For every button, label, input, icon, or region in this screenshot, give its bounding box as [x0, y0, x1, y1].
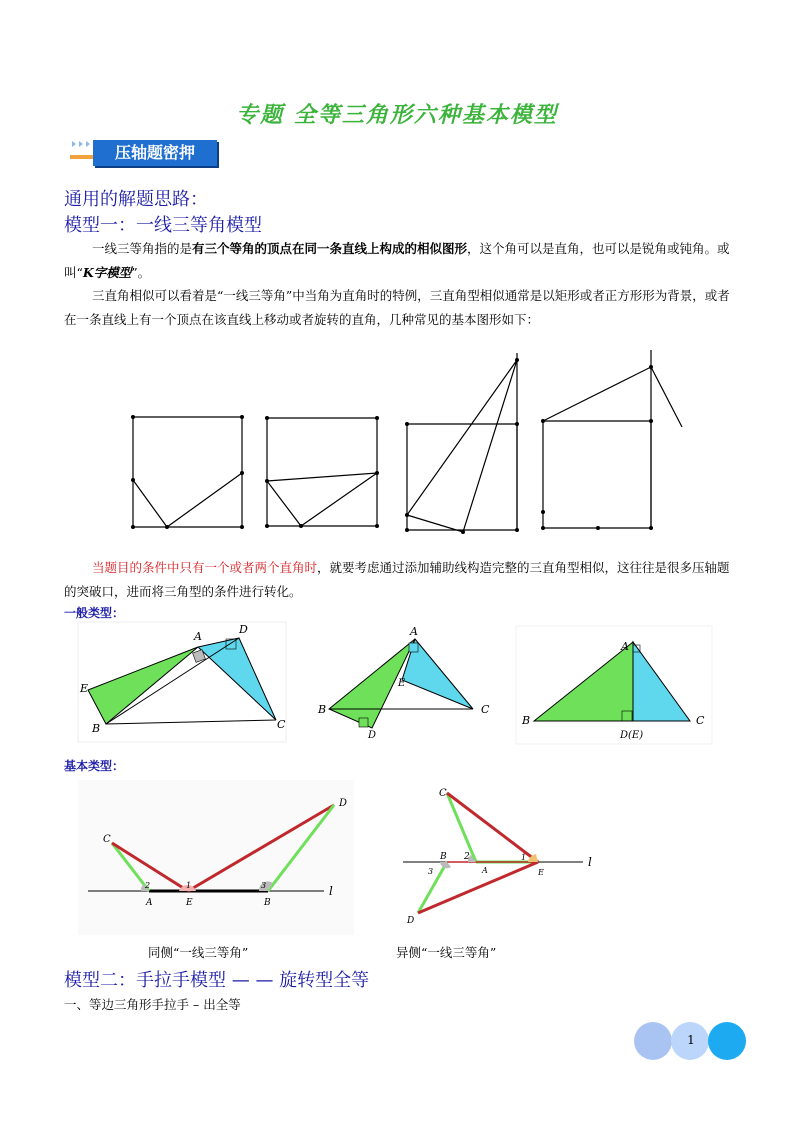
label-point-e: E	[538, 868, 544, 877]
text-bold: 有三个等角的顶点在同一条直线上构成的相似图形	[192, 241, 468, 256]
label-angle-3: 3	[261, 881, 267, 890]
caption-opposite-side: 异侧“一线三等角”	[396, 945, 497, 960]
subheading-equilateral: 一、等边三角形手拉手 – 出全等	[64, 997, 241, 1012]
label-point-c: C	[481, 703, 490, 716]
label-point-c: C	[696, 714, 705, 727]
label-point-e: E	[186, 898, 193, 908]
label-angle-1: 1	[186, 881, 192, 890]
heading-model-1: 模型一：一线三等角模型	[64, 215, 262, 236]
label-general-type: 一般类型：	[64, 606, 125, 620]
caption-same-side: 同侧“一线三等角”	[148, 945, 249, 960]
label-point-d: D	[407, 916, 415, 926]
label-line-l: l	[588, 855, 592, 869]
label-point-e: E	[398, 678, 406, 689]
heading-model-2: 模型二：手拉手模型 — — 旋转型全等	[64, 970, 370, 991]
label-point-a: A	[194, 630, 202, 643]
label-point-b: B	[318, 703, 327, 716]
label-point-b: B	[440, 852, 447, 862]
label-point-b: B	[264, 898, 271, 908]
label-point-d: D	[368, 730, 377, 741]
label-angle-2: 2	[145, 881, 151, 890]
label-point-c: C	[439, 788, 447, 799]
label-point-a: A	[621, 640, 629, 653]
text-bold: K字模型	[82, 265, 132, 280]
label-point-a: A	[146, 898, 153, 908]
label-point-a: A	[482, 866, 488, 875]
label-line-l: l	[329, 884, 333, 898]
text-segment: ，这个角可以是直角，也可以是锐角或钝角。或叫“	[64, 241, 730, 280]
label-point-e: E	[80, 682, 89, 695]
figure-basic-types	[78, 780, 608, 940]
text-segment: ，就要考虑通过添加辅助线构造完整的三直角型相似，这往往是很多压轴题的突破口，进而将三角型的条件进行转化。	[64, 560, 730, 599]
label-point-b: B	[522, 714, 531, 727]
text-highlight: 当题目的条件中只有一个或者两个直角时	[92, 560, 318, 575]
label-point-a: A	[410, 625, 418, 638]
label-point-d-e: D(E)	[620, 730, 644, 741]
label-point-d: D	[339, 798, 348, 809]
label-point-c: C	[277, 718, 286, 731]
label-point-c: C	[103, 834, 111, 845]
paragraph-model-1-right-angle: 三直角相似可以看着是“一线三等角”中当角为直角时的特例，三直角型相似通常是以矩形或者正方形形为背景，或者在一条直线上有一个顶点在该直线上移动或者旋转的直角，几种常见的基本图形如下：	[64, 288, 730, 327]
text-segment: ”。	[131, 265, 151, 280]
label-angle-3: 3	[428, 867, 434, 876]
page-title: 专题 全等三角形六种基本模型	[236, 102, 558, 128]
label-angle-2: 2	[464, 852, 470, 862]
paragraph-model-1-tip	[64, 556, 732, 604]
label-point-d: D	[239, 623, 248, 636]
page-number: 1	[687, 1033, 695, 1047]
section-banner: 压轴题密押	[93, 140, 217, 166]
text-segment: 一线三等角指的是	[92, 241, 193, 256]
label-basic-type: 基本类型：	[64, 759, 125, 773]
label-angle-1: 1	[521, 853, 527, 862]
heading-general-approach: 通用的解题思路：	[64, 189, 208, 210]
label-point-b: B	[92, 722, 101, 735]
figure-three-right-angles	[120, 345, 690, 535]
paragraph-model-1-intro	[64, 237, 732, 285]
figure-general-types	[76, 620, 716, 745]
